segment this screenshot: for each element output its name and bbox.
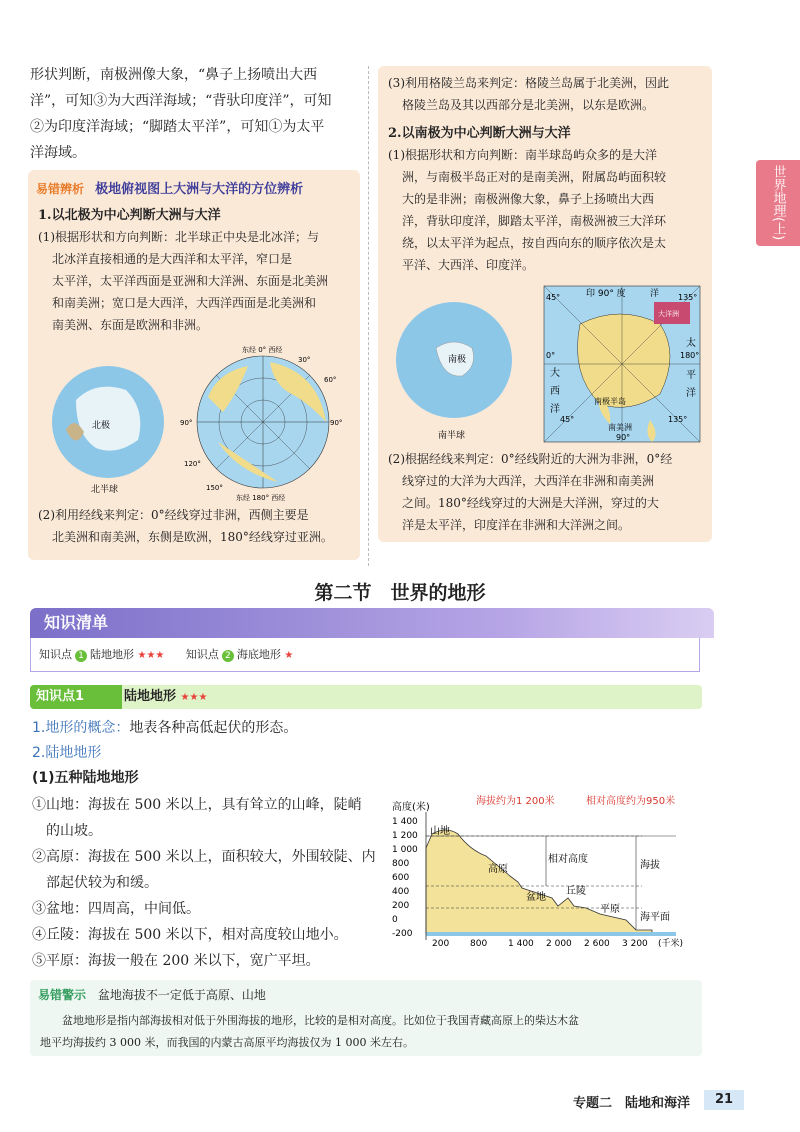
globe-caption: 北半球 xyxy=(91,485,119,495)
chart-basin: 盆地 xyxy=(526,892,546,903)
x-tick: 3 200 xyxy=(622,939,648,949)
y-tick: -200 xyxy=(392,929,413,939)
landform-list: ①山地：海拔在 500 米以上，具有耸立的山峰，陡峭 的山坡。 ②高原：海拔在 500 米以上，面积较大，外围较陡、内 部起伏较为和缓。 ③盆地：四周高，中间低。 ④丘陵：海拔在 500 米以下，相对高度较山地小。 ⑤平原：海拔一般在 200 米以下，宽广平坦。 xyxy=(32,797,376,969)
warning-box: 易错警示 盆地海拔不一定低于高原、山地 盆地地形是指内部海拔相对低于外围海拔的地形，比较的是相对高度。比如位于我国青藏高原上的柴达木盆 地平均海拔约 3 000 米，而我国的内蒙古高原平均海拔仅为 1 000 米左右。 xyxy=(30,980,702,1056)
chart-plain: 平原 xyxy=(600,904,620,915)
y-tick: 800 xyxy=(392,859,410,869)
chart-mountain: 山地 xyxy=(430,826,450,837)
knowledge-list: 知识点 1 陆地地形 ★★★ 知识点 2 海底地形 ★ xyxy=(30,638,700,672)
map-ping: 平 xyxy=(686,370,696,381)
chart-note-2: 相对高度约为950米 xyxy=(586,796,676,807)
y-tick: 200 xyxy=(392,901,410,911)
map-yang: 洋 xyxy=(686,388,696,399)
map-peninsula: 南极半岛 xyxy=(594,397,626,406)
map-bottom-label: 东经 180° 西经 xyxy=(236,494,286,502)
x-tick: 200 xyxy=(432,939,450,949)
deg-30: 30° xyxy=(298,356,311,364)
box-para-3: (3)利用格陵兰岛来判定：格陵兰岛属于北美洲，因此 格陵兰岛及其以西部分是北美洲，以东是欧洲。 xyxy=(388,76,670,112)
y-tick: 600 xyxy=(392,873,410,883)
southern-globe xyxy=(392,296,522,442)
map-45a: 45° xyxy=(546,293,561,302)
map-180: 180° xyxy=(680,351,700,360)
box-para-4: (1)根据形状和方向判断：南半球岛屿众多的是大洋 洲，与南极半岛正对的是南美洲，附属岛屿面积较 大的是非洲；南极洲像大象，鼻子上扬喷出大西 洋，背驮印度洋，脚踏太平洋，南极洲被三大洋环 绕，以太平洋为起点，按自西向东的顺序依次是太 平洋、大西洋、印度洋。 xyxy=(388,148,667,272)
x-unit: (千米) xyxy=(658,939,684,949)
x-tick: 1 400 xyxy=(508,939,534,949)
section-title: 第二节 世界的地形 xyxy=(314,582,486,604)
page-number: 21 xyxy=(704,1090,744,1110)
deg-120: 120° xyxy=(184,460,201,468)
south-pole-box xyxy=(378,66,712,542)
map-oz: 大洋洲 xyxy=(658,310,679,318)
y-tick: 400 xyxy=(392,887,410,897)
chart-plateau: 高原 xyxy=(488,864,508,875)
chart-relh: 相对高度 xyxy=(548,854,588,865)
elevation-chart xyxy=(390,790,710,950)
land-heading: 2.陆地地形 xyxy=(32,745,102,761)
deg-60: 60° xyxy=(324,376,337,384)
map-atl2: 西 xyxy=(550,386,560,397)
x-tick: 2 600 xyxy=(584,939,610,949)
chart-sea: 海平面 xyxy=(640,912,670,923)
south-polar-map xyxy=(540,284,704,448)
map-samerica: 南美洲 xyxy=(608,423,632,432)
map-90: 90° xyxy=(616,433,631,442)
five-heading: (1)五种陆地地形 xyxy=(32,770,139,786)
globe-caption-south: 南半球 xyxy=(438,431,466,441)
map-0: 0° xyxy=(546,351,556,360)
definition: 1.地形的概念：地表各种高低起伏的形态。 xyxy=(32,720,298,736)
kp2-link[interactable]: 海底地形 xyxy=(236,648,281,661)
warning-text: 盆地地形是指内部海拔相对低于外围海拔的地形，比较的是相对高度。比如位于我国青藏高原上的柴达木盆 地平均海拔约 3 000 米，而我国的内蒙古高原平均海拔仅为 1 000 米左右。 xyxy=(40,1014,579,1049)
chart-ylabel: 高度(米) xyxy=(392,802,430,813)
x-tick: 800 xyxy=(470,939,488,949)
box-para-5: (2)根据经线来判定：0°经线附近的大洲为非洲，0°经 线穿过的大洋为大西洋，大西洋在非洲和南美洲 之间。180°经线穿过的大洲是大洋洲，穿过的大 洋是太平洋，印度洋在非洲和大洋洲之间。 xyxy=(388,452,673,532)
box-para-2: (2)利用经线来判定：0°经线穿过非洲，西侧主要是 北美洲和南美洲，东侧是欧洲，180°经线穿过亚洲。 xyxy=(38,508,333,544)
northern-globe xyxy=(46,360,170,500)
y-tick: 1 200 xyxy=(392,831,418,841)
map-45b: 45° xyxy=(560,415,575,424)
error-analysis-box xyxy=(28,170,360,560)
footer-text: 专题二 陆地和海洋 xyxy=(572,1096,690,1111)
kp-tag: 知识点1 xyxy=(30,685,122,709)
kp1-link[interactable]: 陆地地形 xyxy=(90,648,134,661)
deg-90-right: 90° xyxy=(330,419,343,427)
box-title: 极地俯视图上大洲与大洋的方位辨析 xyxy=(95,182,304,197)
box-heading-2: 2.以南极为中心判断大洲与大洋 xyxy=(388,126,571,141)
top-paragraph: 形状判断，南极洲像大象，“鼻子上扬喷出大西 洋”，可知③为大西洋海域；“背驮印度洋”，可知 ②为印度洋海域；“脚踏太平洋”，可知①为太平 洋海域。 xyxy=(30,67,332,161)
y-tick: 0 xyxy=(392,915,398,925)
box-heading: 1.以北极为中心判断大洲与大洋 xyxy=(38,208,221,223)
deg-150: 150° xyxy=(206,484,223,492)
north-polar-map xyxy=(178,342,348,502)
chart-hill: 丘陵 xyxy=(566,886,586,897)
map-tai: 太 xyxy=(686,338,696,349)
chart-note-1: 海拔约为1 200米 xyxy=(476,796,555,807)
kp-name: 陆地地形 ★★★ xyxy=(124,689,208,704)
map-135b: 135° xyxy=(668,415,688,424)
y-tick: 1 400 xyxy=(392,817,418,827)
box-para-1: (1)根据形状和方向判断：北半球正中央是北冰洋；与 北冰洋直接相通的是大西洋和太平洋，窄口是 太平洋，太平洋西面是亚洲和大洋洲、东面是北美洲 和南美洲；宽口是大西洋，大西洋西面是北美洲和 南美洲、东面是欧洲和非洲。 xyxy=(38,230,329,332)
x-tick: 2 000 xyxy=(546,939,572,949)
side-tab: 世界地理(上) xyxy=(756,160,800,246)
error-tag: 易错辨析 xyxy=(36,182,85,196)
map-atl1: 大 xyxy=(550,368,560,379)
map-top-label: 东经 0° 西经 xyxy=(242,346,283,354)
map-135a: 135° xyxy=(678,293,698,302)
knowledge-list-header: 知识清单 xyxy=(30,608,714,638)
map-pacific-s: 洋 xyxy=(650,289,660,299)
deg-90-left: 90° xyxy=(180,419,193,427)
chart-alt: 海拔 xyxy=(640,860,660,871)
map-atl3: 洋 xyxy=(550,404,560,415)
globe-label: 北极 xyxy=(92,421,111,431)
globe-label-south: 南极 xyxy=(448,355,467,365)
map-top-label-s: 印 90° 度 xyxy=(586,289,626,299)
column-divider xyxy=(368,66,369,566)
y-tick: 1 000 xyxy=(392,845,418,855)
